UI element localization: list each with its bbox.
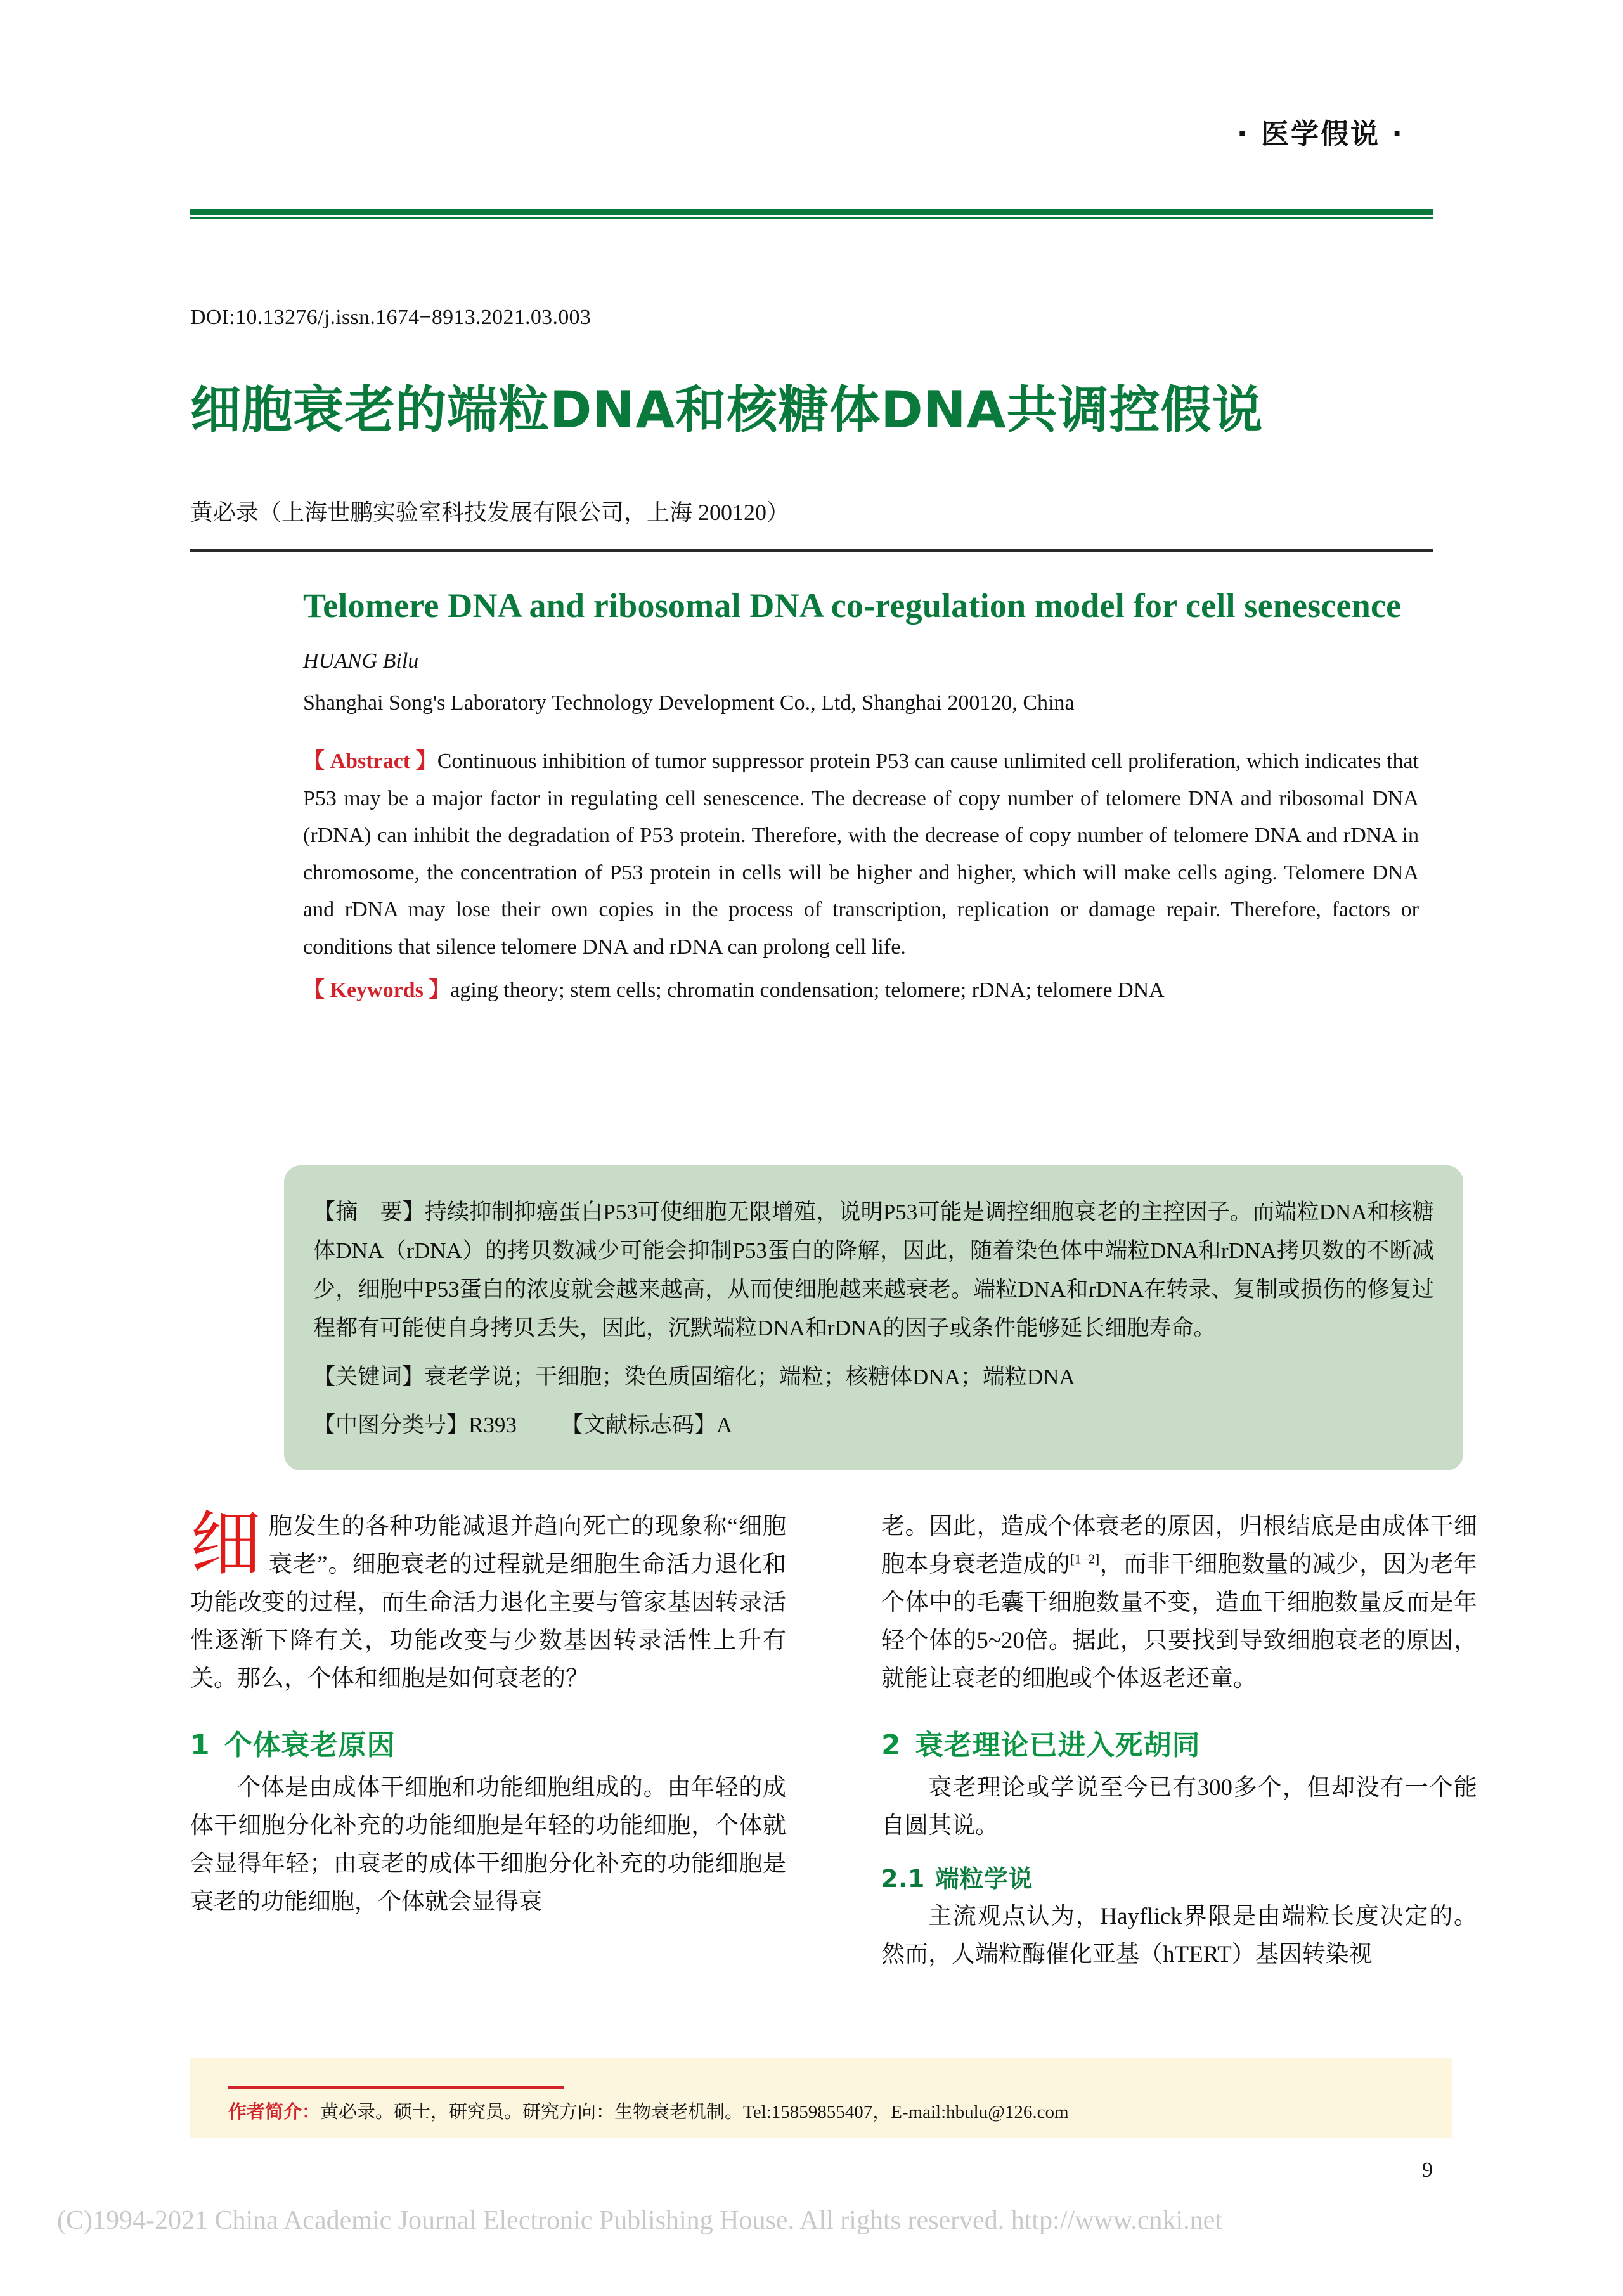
opening-paragraph (190, 1503, 786, 1698)
continued-text-a: 老。因此，造成个体衰老的原因，归根结底是由成体干细胞本身衰老造成的 (881, 1514, 1477, 1578)
footnote-divider-rule (228, 2086, 564, 2089)
abstract-label: 【 Abstract 】 (303, 749, 437, 774)
chinese-keywords-text: 衰老学说；干细胞；染色质固缩化；端粒；核糖体DNA；端粒DNA (424, 1364, 1075, 1389)
english-abstract (303, 743, 1419, 966)
section-heading-2 (881, 1722, 1477, 1763)
section-1-title: 个体衰老原因 (224, 1728, 396, 1761)
citation-marker: [1–2] (1070, 1551, 1100, 1567)
author-divider-rule (190, 549, 1433, 552)
chinese-abstract-paragraph (313, 1193, 1434, 1348)
section-1-number: 1 (190, 1728, 210, 1761)
chinese-abstract-box (284, 1165, 1463, 1470)
continued-text-b: ，而非干细胞数量的减少，因为老年个体中的毛囊干细胞数量不变，造血干细胞数量反而是年轻个体的5~20倍。据此，只要找到导致细胞衰老的原因，就能让衰老的细胞或个体返老还童。 (881, 1551, 1477, 1692)
author-bio-text: 黄必录。硕士，研究员。研究方向：生物衰老机制。Tel:15859855407，E-mail:hbulu@126.com (320, 2102, 1069, 2122)
chinese-abstract-text: 持续抑制抑癌蛋白P53可使细胞无限增殖，说明P53可能是调控细胞衰老的主控因子。而端粒DNA和核糖体DNA（rDNA）的拷贝数减少可能会抑制P53蛋白的降解，因此，随着染色体中端粒DNA和rDNA拷贝数的不断减少，细胞中P53蛋白的浓度就会越来越高，从而使细胞越来越衰老。端粒DNA和rDNA在转录、复制或损伤的修复过程都有可能使自身拷贝丢失，因此，沉默端粒DNA和rDNA的因子或条件能够延长细胞寿命。 (313, 1200, 1434, 1340)
author-biography-note (228, 2098, 1069, 2124)
section-2-number: 2 (881, 1728, 902, 1761)
opening-paragraph-text: 胞发生的各种功能减退并趋向死亡的现象称“细胞衰老”。细胞衰老的过程就是细胞生命活力退化和功能改变的过程，而生命活力退化主要与管家基因转录活性逐渐下降有关，功能改变与少数基因转录活性上升有关。那么，个体和细胞是如何衰老的？ (190, 1514, 786, 1692)
subsection-heading-2-1 (881, 1859, 1477, 1894)
subsection-2-1-number: 2.1 (881, 1864, 925, 1893)
running-head: · 医学假说 · (1236, 118, 1404, 150)
doccode-value: A (716, 1413, 733, 1438)
body-columns (190, 1503, 1477, 2040)
keywords-label: 【 Keywords 】 (303, 978, 451, 1002)
page-number: 9 (1422, 2158, 1433, 2182)
clc-label: 【中图分类号】 (313, 1413, 469, 1438)
footnote-band (190, 2058, 1452, 2138)
drop-cap: 细 (190, 1503, 261, 1585)
chinese-title: 细胞衰老的端粒DNA和核糖体DNA共调控假说 (190, 380, 1264, 439)
english-affiliation: Shanghai Song's Laboratory Technology Development Co., Ltd, Shanghai 200120, China (303, 691, 1075, 715)
clc-value: R393 (469, 1413, 517, 1438)
english-author: HUANG Bilu (303, 649, 419, 673)
english-block (303, 583, 1419, 1009)
section-2-paragraph: 衰老理论或学说至今已有300多个，但却没有一个能自圆其说。 (881, 1774, 1477, 1839)
subsection-2-1-title: 端粒学说 (934, 1864, 1033, 1893)
abstract-text: Continuous inhibition of tumor suppressor protein P53 can cause unlimited cell proliferation, which indicates that P53 may be a major factor in regulating cell senescence. The decrease of copy number of telomere DNA and ribosomal DNA (rDNA) can inhibit the degradation of P53 protein. Therefore, with the decrease of copy number of telomere DNA and rDNA in chromosome, the concentration of P53 protein in cells will be higher and higher, which will make cells aging. Telomere DNA and rDNA may lose their own copies in the process of transcription, replication or damage repair. Therefore, factors or conditions that silence telomere DNA and rDNA can prolong cell life. (303, 749, 1419, 959)
header-rule-thin (190, 217, 1433, 219)
classification-line (313, 1406, 1434, 1445)
section-2-title: 衰老理论已进入死胡同 (915, 1728, 1201, 1761)
header-rule-thick (190, 209, 1433, 215)
doi-line: DOI:10.13276/j.issn.1674−8913.2021.03.003 (190, 306, 592, 329)
chinese-keywords-line (313, 1358, 1434, 1397)
english-title: Telomere DNA and ribosomal DNA co-regulation model for cell senescence (303, 587, 1402, 625)
english-keywords (303, 972, 1419, 1009)
left-column (190, 1503, 786, 1921)
continued-paragraph (881, 1508, 1477, 1698)
keywords-text: aging theory; stem cells; chromatin condensation; telomere; rDNA; telomere DNA (450, 978, 1165, 1002)
cnki-copyright-footer: (C)1994-2021 China Academic Journal Electronic Publishing House. All rights reserved. http://www.cnki.net (57, 2206, 1222, 2235)
chinese-abstract-label: 【摘 要】 (313, 1200, 425, 1224)
section-heading-1 (190, 1722, 786, 1763)
section-1-paragraph: 个体是由成体干细胞和功能细胞组成的。由年轻的成体干细胞分化补充的功能细胞是年轻的功能细胞，个体就会显得年轻；由衰老的成体干细胞分化补充的功能细胞是衰老的功能细胞，个体就会显得衰 (190, 1774, 786, 1915)
chinese-keywords-label: 【关键词】 (313, 1364, 425, 1389)
author-bio-label: 作者简介： (228, 2102, 321, 2122)
right-column (881, 1508, 1477, 1973)
subsection-2-1-paragraph: 主流观点认为，Hayflick界限是由端粒长度决定的。然而，人端粒酶催化亚基（hTERT）基因转染视 (881, 1903, 1477, 1968)
doccode-label: 【文献标志码】 (560, 1413, 716, 1438)
chinese-author-affiliation: 黄必录（上海世鹏实验室科技发展有限公司，上海 200120） (190, 500, 790, 525)
